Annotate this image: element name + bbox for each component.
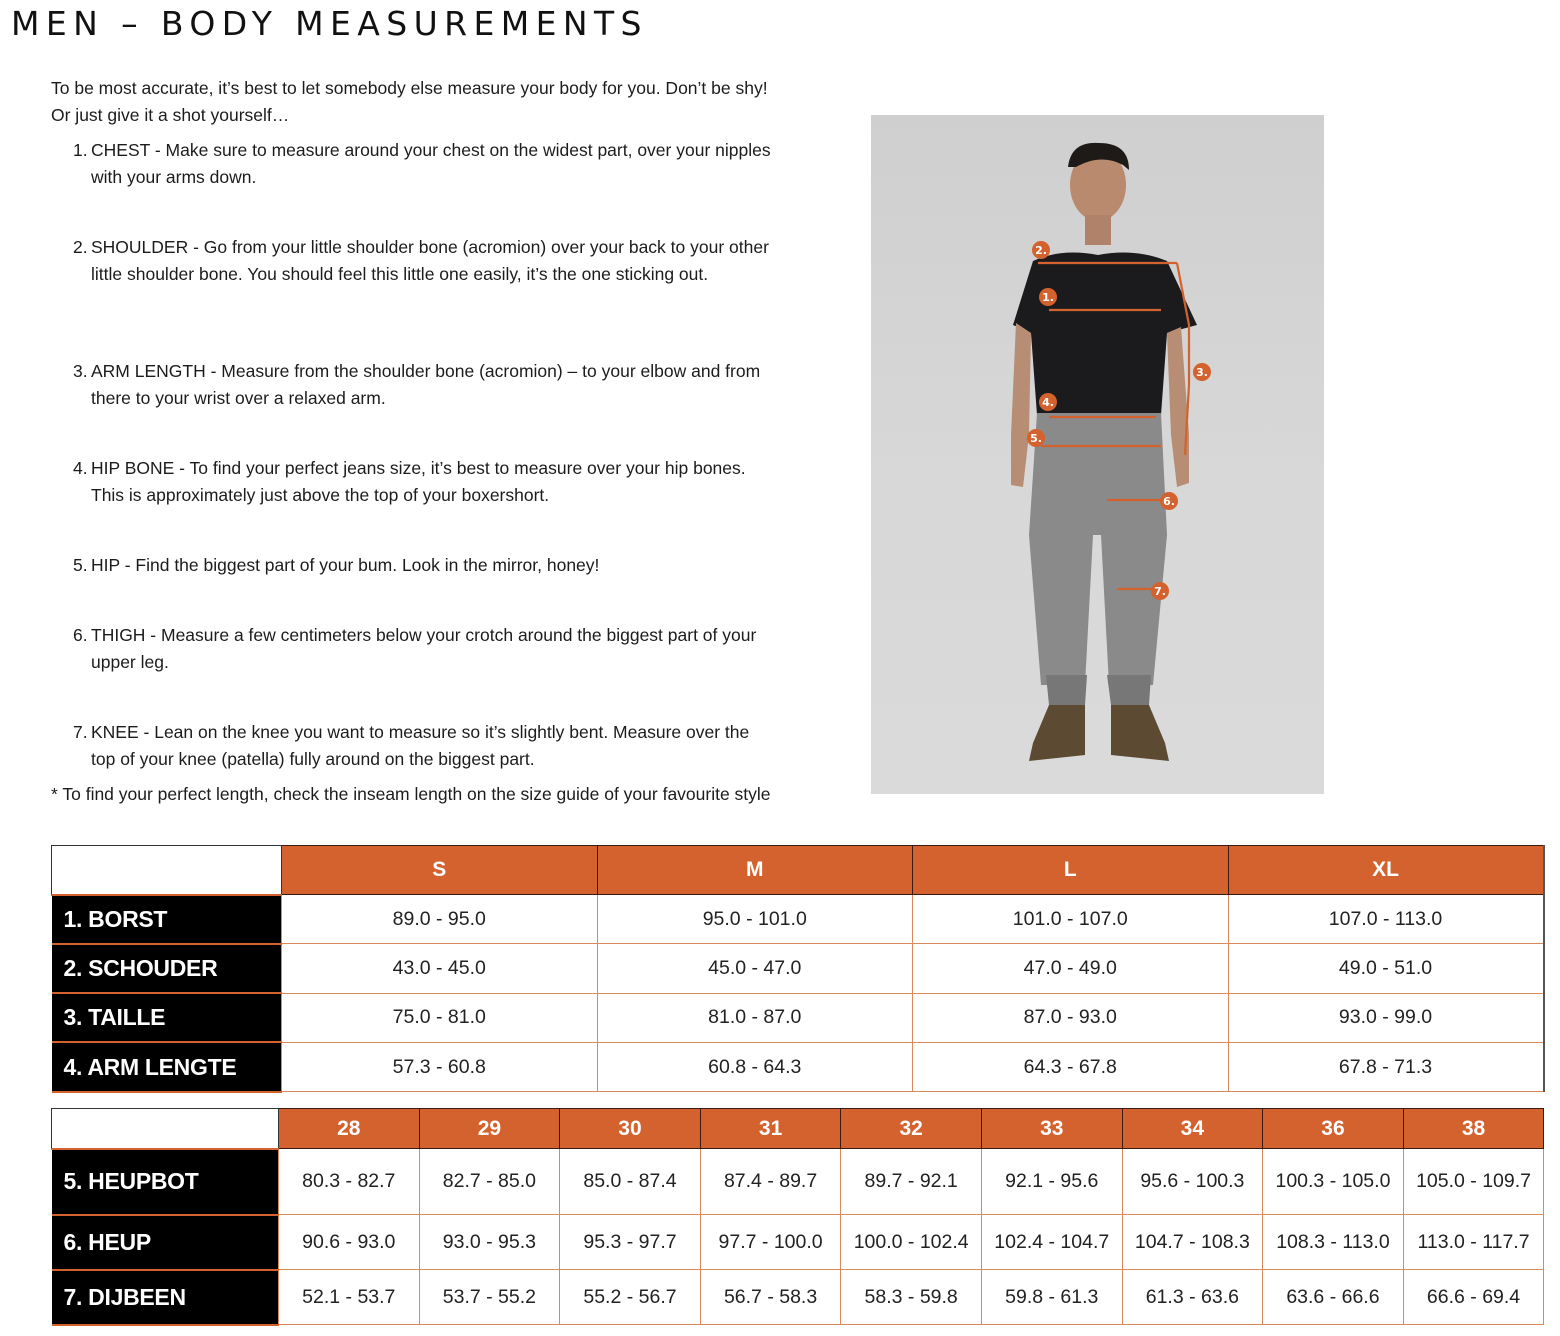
waist-size-header: 30 bbox=[560, 1109, 701, 1149]
step-hip-bone bbox=[51, 455, 771, 509]
table-row bbox=[52, 1042, 1544, 1091]
waist-size-header: 32 bbox=[841, 1109, 982, 1149]
table-cell: 55.2 - 56.7 bbox=[560, 1270, 701, 1325]
table-row bbox=[52, 1215, 1544, 1270]
table-corner bbox=[52, 1109, 279, 1149]
table-cell: 105.0 - 109.7 bbox=[1403, 1149, 1544, 1215]
table-cell: 108.3 - 113.0 bbox=[1263, 1215, 1404, 1270]
table-row bbox=[52, 993, 1544, 1042]
step-text: HIP - Find the biggest part of your bum. Look in the mirror, honey! bbox=[91, 555, 600, 575]
step-number: 3. bbox=[73, 361, 88, 381]
marker-4: 4. bbox=[1042, 396, 1054, 409]
table-corner bbox=[52, 846, 282, 895]
table-cell: 113.0 - 117.7 bbox=[1403, 1215, 1544, 1270]
step-text: CHEST - Make sure to measure around your chest on the widest part, over your nipples with your arms down. bbox=[91, 140, 771, 187]
table-cell: 93.0 - 99.0 bbox=[1228, 993, 1544, 1042]
table-cell: 95.0 - 101.0 bbox=[597, 895, 913, 944]
table-cell: 82.7 - 85.0 bbox=[419, 1149, 560, 1215]
table-cell: 95.6 - 100.3 bbox=[1122, 1149, 1263, 1215]
table-cell: 100.0 - 102.4 bbox=[841, 1215, 982, 1270]
marker-3: 3. bbox=[1196, 366, 1208, 379]
table-row bbox=[52, 1270, 1544, 1325]
model-illustration bbox=[871, 115, 1324, 794]
step-number: 1. bbox=[73, 140, 88, 160]
bottoms-size-table bbox=[51, 1108, 1544, 1326]
table-row bbox=[52, 944, 1544, 993]
step-text: HIP BONE - To find your perfect jeans size, it’s best to measure over your hip bones. This is approximately just above the top of your boxershort. bbox=[91, 458, 746, 505]
waist-size-header: 38 bbox=[1403, 1109, 1544, 1149]
table-cell: 81.0 - 87.0 bbox=[597, 993, 913, 1042]
table-cell: 53.7 - 55.2 bbox=[419, 1270, 560, 1325]
step-text: ARM LENGTH - Measure from the shoulder bone (acromion) – to your elbow and from there to your wrist over a relaxed arm. bbox=[91, 361, 761, 408]
step-text: SHOULDER - Go from your little shoulder bone (acromion) over your back to your other little shoulder bone. You should feel this little one easily, it’s the one sticking out. bbox=[91, 237, 769, 284]
table-cell: 57.3 - 60.8 bbox=[282, 1042, 598, 1091]
waist-size-header: 36 bbox=[1263, 1109, 1404, 1149]
table-cell: 92.1 - 95.6 bbox=[981, 1149, 1122, 1215]
table-cell: 67.8 - 71.3 bbox=[1228, 1042, 1544, 1091]
step-knee bbox=[51, 719, 771, 773]
table-cell: 101.0 - 107.0 bbox=[913, 895, 1229, 944]
table-cell: 87.0 - 93.0 bbox=[913, 993, 1229, 1042]
step-chest bbox=[51, 137, 771, 191]
table-cell: 43.0 - 45.0 bbox=[282, 944, 598, 993]
tops-size-table bbox=[51, 845, 1545, 1093]
waist-size-header: 34 bbox=[1122, 1109, 1263, 1149]
step-number: 4. bbox=[73, 458, 88, 478]
inseam-footnote: * To find your perfect length, check the inseam length on the size guide of your favourite style bbox=[51, 784, 771, 804]
row-label: 6. HEUP bbox=[52, 1215, 279, 1270]
row-label: 3. TAILLE bbox=[52, 993, 282, 1042]
step-text: THIGH - Measure a few centimeters below your crotch around the biggest part of your upper leg. bbox=[91, 625, 757, 672]
table-cell: 85.0 - 87.4 bbox=[560, 1149, 701, 1215]
table-cell: 52.1 - 53.7 bbox=[279, 1270, 420, 1325]
row-label: 1. BORST bbox=[52, 895, 282, 944]
step-shoulder bbox=[51, 234, 771, 288]
table-header-row bbox=[52, 846, 1544, 895]
marker-1: 1. bbox=[1042, 291, 1054, 304]
waist-size-header: 31 bbox=[700, 1109, 841, 1149]
size-header: S bbox=[282, 846, 598, 895]
table-cell: 80.3 - 82.7 bbox=[279, 1149, 420, 1215]
marker-2: 2. bbox=[1035, 244, 1047, 257]
row-label: 2. SCHOUDER bbox=[52, 944, 282, 993]
table-row bbox=[52, 1149, 1544, 1215]
table-header-row bbox=[52, 1109, 1544, 1149]
table-cell: 60.8 - 64.3 bbox=[597, 1042, 913, 1091]
table-cell: 93.0 - 95.3 bbox=[419, 1215, 560, 1270]
table-cell: 107.0 - 113.0 bbox=[1228, 895, 1544, 944]
table-cell: 97.7 - 100.0 bbox=[700, 1215, 841, 1270]
table-cell: 89.7 - 92.1 bbox=[841, 1149, 982, 1215]
table-cell: 66.6 - 69.4 bbox=[1403, 1270, 1544, 1325]
step-number: 6. bbox=[73, 625, 88, 645]
step-number: 2. bbox=[73, 237, 88, 257]
table-row bbox=[52, 895, 1544, 944]
table-cell: 87.4 - 89.7 bbox=[700, 1149, 841, 1215]
table-cell: 102.4 - 104.7 bbox=[981, 1215, 1122, 1270]
step-hip bbox=[51, 552, 771, 579]
table-cell: 100.3 - 105.0 bbox=[1263, 1149, 1404, 1215]
step-thigh bbox=[51, 622, 771, 676]
intro-text: To be most accurate, it’s best to let somebody else measure your body for you. Don’t be shy! Or just give it a shot yourself… bbox=[51, 78, 768, 125]
row-label: 7. DIJBEEN bbox=[52, 1270, 279, 1325]
table-cell: 49.0 - 51.0 bbox=[1228, 944, 1544, 993]
marker-6: 6. bbox=[1163, 495, 1175, 508]
table-cell: 75.0 - 81.0 bbox=[282, 993, 598, 1042]
table-cell: 64.3 - 67.8 bbox=[913, 1042, 1229, 1091]
page-title: MEN – BODY MEASUREMENTS bbox=[11, 4, 648, 43]
marker-5: 5. bbox=[1030, 432, 1042, 445]
table-cell: 89.0 - 95.0 bbox=[282, 895, 598, 944]
step-text: KNEE - Lean on the knee you want to measure so it’s slightly bent. Measure over the top of your knee (patella) fully around on the biggest part. bbox=[91, 722, 750, 769]
waist-size-header: 28 bbox=[279, 1109, 420, 1149]
row-label: 4. ARM LENGTE bbox=[52, 1042, 282, 1091]
size-header: M bbox=[597, 846, 913, 895]
size-header: L bbox=[913, 846, 1229, 895]
step-number: 7. bbox=[73, 722, 88, 742]
table-cell: 45.0 - 47.0 bbox=[597, 944, 913, 993]
table-cell: 90.6 - 93.0 bbox=[279, 1215, 420, 1270]
table-cell: 104.7 - 108.3 bbox=[1122, 1215, 1263, 1270]
waist-size-header: 29 bbox=[419, 1109, 560, 1149]
waist-size-header: 33 bbox=[981, 1109, 1122, 1149]
measurement-photo bbox=[871, 115, 1324, 794]
step-number: 5. bbox=[73, 555, 88, 575]
table-cell: 47.0 - 49.0 bbox=[913, 944, 1229, 993]
size-header: XL bbox=[1228, 846, 1544, 895]
table-cell: 63.6 - 66.6 bbox=[1263, 1270, 1404, 1325]
table-cell: 95.3 - 97.7 bbox=[560, 1215, 701, 1270]
marker-7: 7. bbox=[1154, 585, 1166, 598]
table-cell: 61.3 - 63.6 bbox=[1122, 1270, 1263, 1325]
table-cell: 58.3 - 59.8 bbox=[841, 1270, 982, 1325]
row-label: 5. HEUPBOT bbox=[52, 1149, 279, 1215]
table-cell: 59.8 - 61.3 bbox=[981, 1270, 1122, 1325]
step-arm-length bbox=[51, 358, 771, 412]
table-cell: 56.7 - 58.3 bbox=[700, 1270, 841, 1325]
